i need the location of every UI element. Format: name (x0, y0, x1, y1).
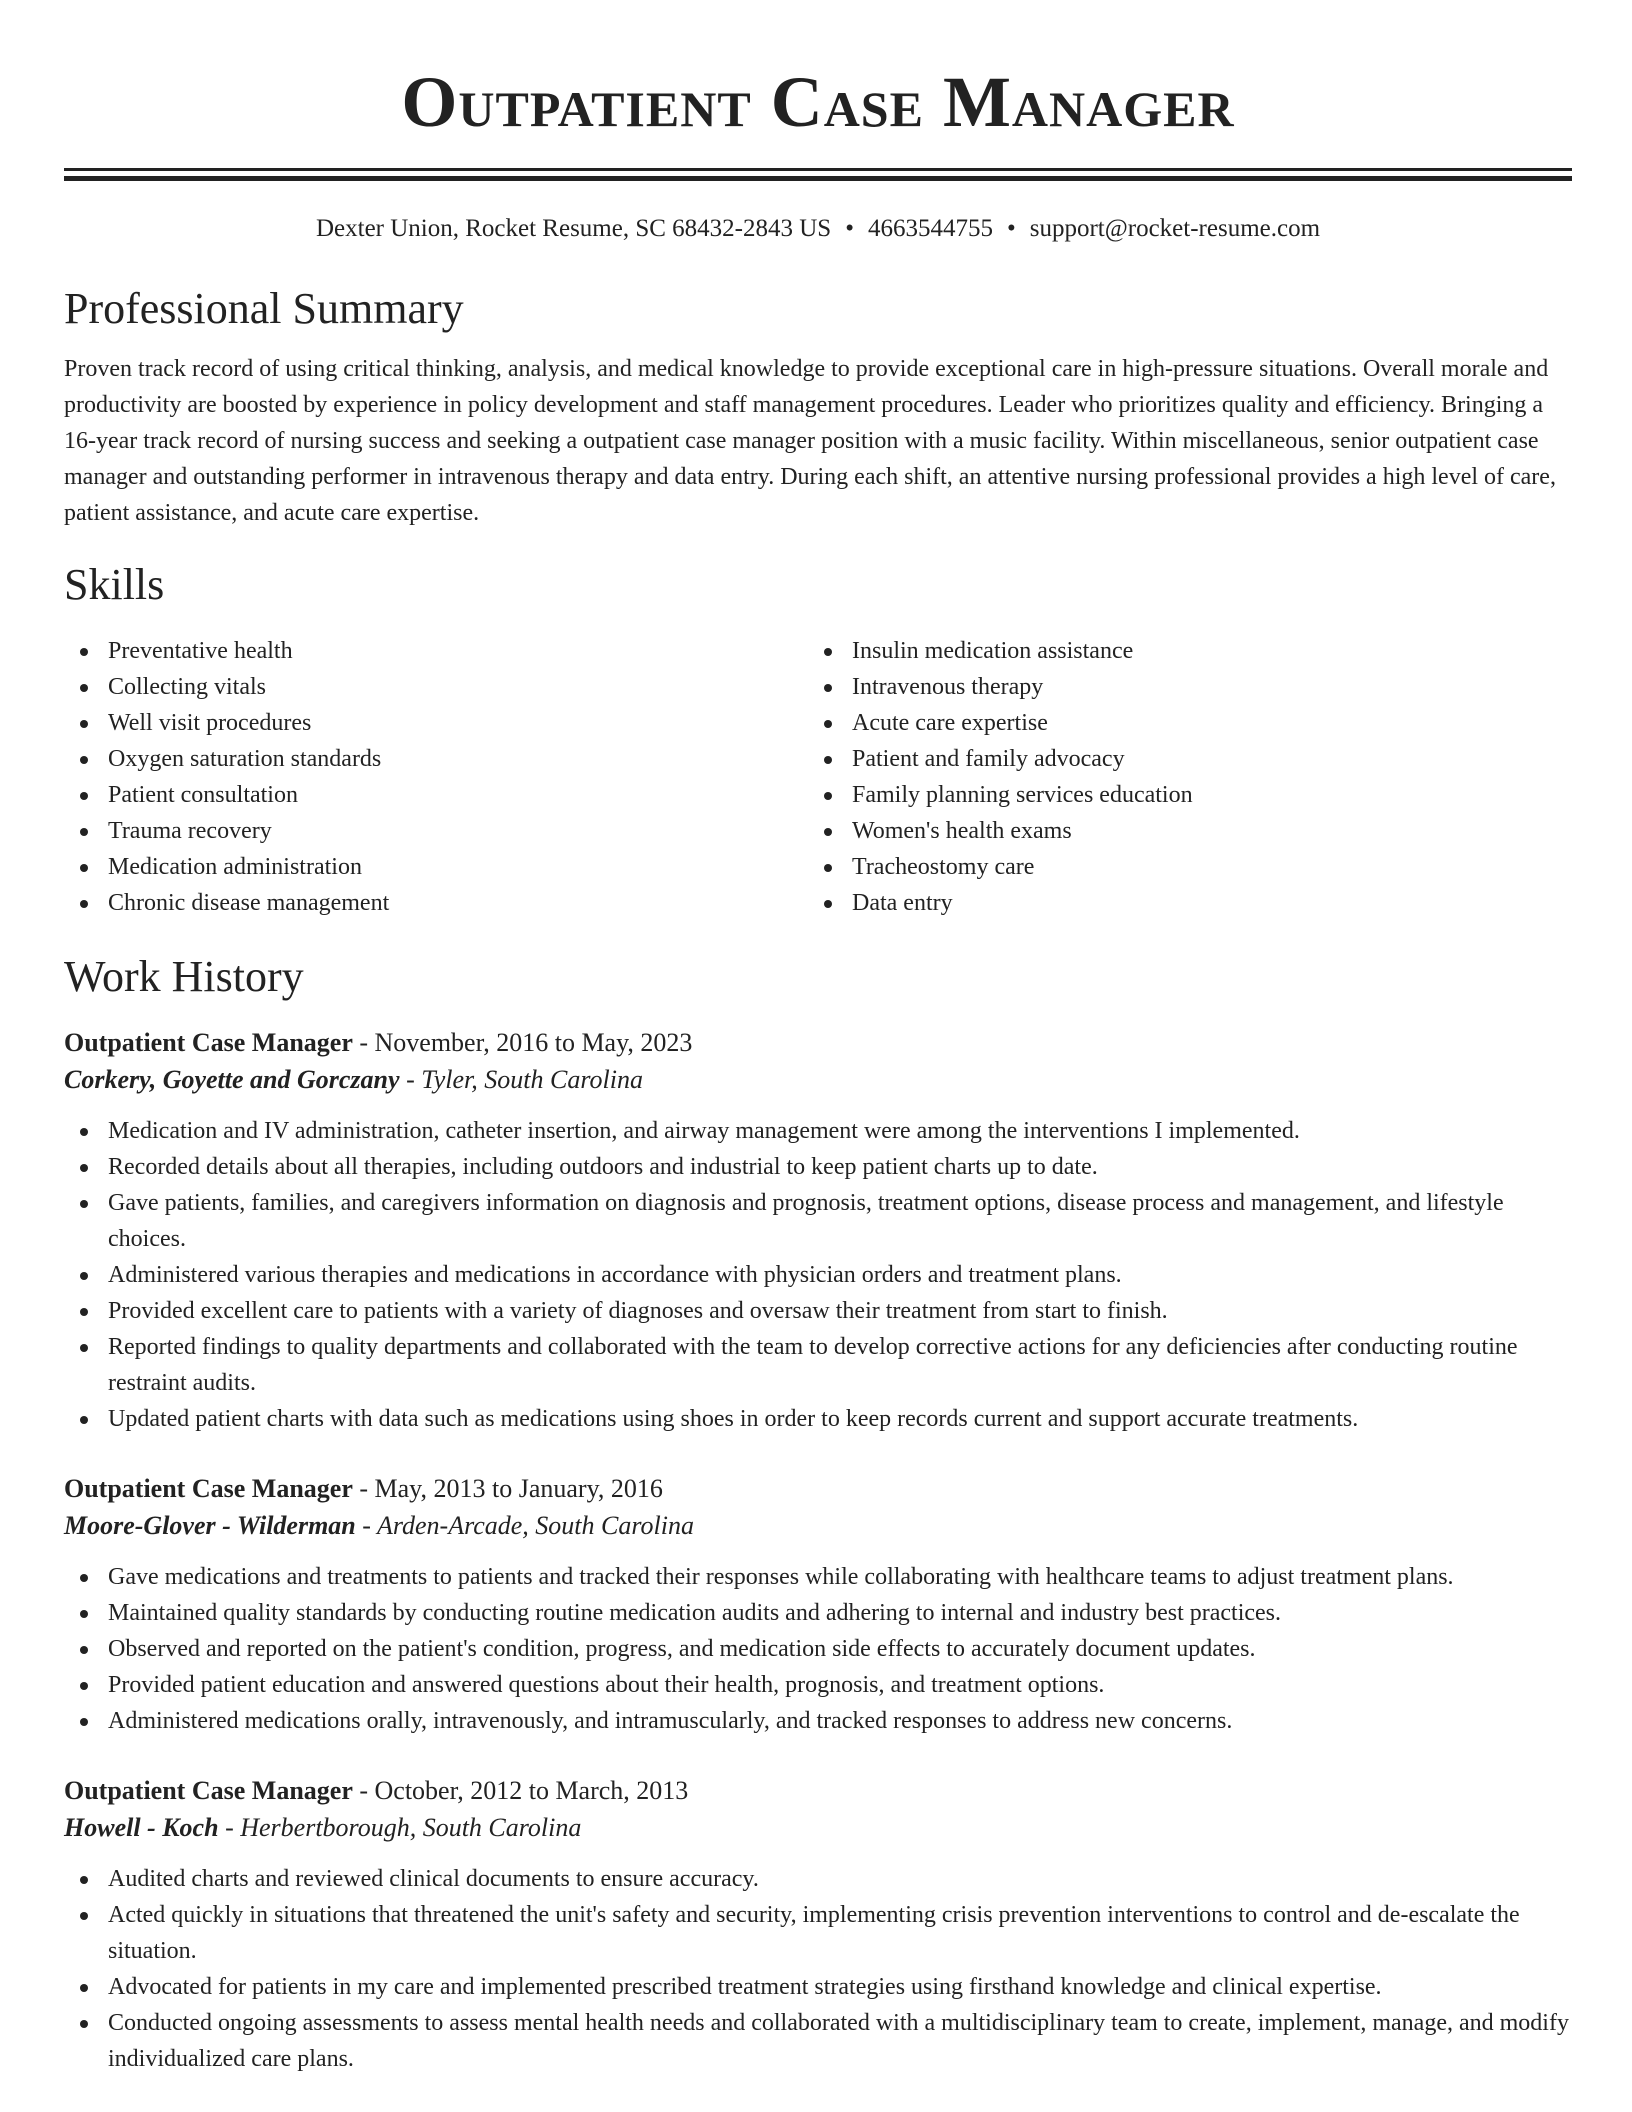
job-dates: - November, 2016 to May, 2023 (352, 1028, 693, 1057)
skill-item: Trauma recovery (64, 813, 808, 849)
job-bullet: Updated patient charts with data such as medications using shoes in order to keep records current and support accurate treatments. (64, 1401, 1572, 1437)
job-title-line (64, 1471, 1572, 1507)
skills-columns (64, 633, 1572, 921)
resume-page (64, 0, 1572, 2077)
skill-item: Medication administration (64, 849, 808, 885)
summary-heading: Professional Summary (64, 284, 464, 333)
contact-separator: • (845, 215, 854, 242)
job-role: Outpatient Case Manager (64, 1474, 353, 1503)
skills-heading: Skills (64, 560, 165, 609)
skill-item: Patient consultation (64, 777, 808, 813)
job-bullet: Administered various therapies and medications in accordance with physician orders and treatment plans. (64, 1257, 1572, 1293)
job-bullet: Reported findings to quality departments and collaborated with the team to develop corrective actions for any deficiencies after conducting routine restraint audits. (64, 1329, 1572, 1401)
job-dates: - May, 2013 to January, 2016 (352, 1474, 663, 1503)
job-entry (64, 1025, 1572, 1437)
summary-text: Proven track record of using critical thinking, analysis, and medical knowledge to provide exceptional care in high-pressure situations. Overall morale and productivity are boosted by experience in policy development and staff management procedures. Leader who prioritizes quality and efficiency. Bringing a 16-year track record of nursing success and seeking a outpatient case manager position with a music facility. Within miscellaneous, senior outpatient case manager and outstanding performer in intravenous therapy and data entry. During each shift, an attentive nursing professional provides a high level of care, patient assistance, and acute care expertise. (64, 356, 1556, 526)
skill-item: Well visit procedures (64, 705, 808, 741)
skill-item: Insulin medication assistance (808, 633, 1552, 669)
skill-item: Chronic disease management (64, 885, 808, 921)
resume-title: Outpatient Case Manager (401, 62, 1235, 142)
job-role: Outpatient Case Manager (64, 1776, 353, 1805)
job-role: Outpatient Case Manager (64, 1028, 353, 1057)
skill-item: Data entry (808, 885, 1552, 921)
work-history-heading: Work History (64, 952, 304, 1001)
job-company: Corkery, Goyette and Gorczany (64, 1065, 400, 1094)
title-rule-thick (64, 176, 1572, 181)
contact-phone: 4663544755 (867, 215, 993, 242)
job-company-line (64, 1507, 1572, 1545)
job-bullet: Recorded details about all therapies, including outdoors and industrial to keep patient charts up to date. (64, 1149, 1572, 1185)
skill-item: Acute care expertise (808, 705, 1552, 741)
job-bullet: Gave medications and treatments to patients and tracked their responses while collaborating with healthcare teams to adjust treatment plans. (64, 1559, 1572, 1595)
job-company: Moore-Glover - Wilderman (64, 1511, 356, 1540)
job-entry (64, 1773, 1572, 2077)
job-bullet: Maintained quality standards by conducting routine medication audits and adhering to internal and industry best practices. (64, 1595, 1572, 1631)
skill-item: Tracheostomy care (808, 849, 1552, 885)
contact-separator: • (1006, 215, 1016, 242)
job-title-line (64, 1025, 1572, 1061)
job-bullet: Gave patients, families, and caregivers information on diagnosis and prognosis, treatment options, disease process and management, and lifestyle choices. (64, 1185, 1572, 1257)
skills-list-left (64, 633, 808, 921)
job-bullet: Observed and reported on the patient's condition, progress, and medication side effects to accurately document updates. (64, 1631, 1572, 1667)
job-bullet: Advocated for patients in my care and implemented prescribed treatment strategies using firsthand knowledge and clinical expertise. (64, 1969, 1572, 2005)
job-bullet: Provided patient education and answered questions about their health, prognosis, and treatment options. (64, 1667, 1572, 1703)
skill-item: Intravenous therapy (808, 669, 1552, 705)
job-bullet: Provided excellent care to patients with a variety of diagnoses and oversaw their treatment from start to finish. (64, 1293, 1572, 1329)
job-bullet: Conducted ongoing assessments to assess mental health needs and collaborated with a multidisciplinary team to create, implement, manage, and modify individualized care plans. (64, 2005, 1572, 2077)
job-location: - Tyler, South Carolina (399, 1065, 643, 1094)
contact-line (64, 213, 1572, 245)
skill-item: Patient and family advocacy (808, 741, 1552, 777)
skill-item: Women's health exams (808, 813, 1552, 849)
job-title-line (64, 1773, 1572, 1809)
skill-item: Oxygen saturation standards (64, 741, 808, 777)
skill-item: Preventative health (64, 633, 808, 669)
job-bullet: Audited charts and reviewed clinical documents to ensure accuracy. (64, 1861, 1572, 1897)
job-bullets (64, 1559, 1572, 1739)
contact-address: Dexter Union, Rocket Resume, SC 68432-2843 US (315, 215, 832, 242)
skill-item: Family planning services education (808, 777, 1552, 813)
job-dates: - October, 2012 to March, 2013 (352, 1776, 689, 1805)
job-entry (64, 1471, 1572, 1739)
job-location: - Herbertborough, South Carolina (218, 1813, 582, 1842)
job-company: Howell - Koch (64, 1813, 219, 1842)
contact-email: support@rocket-resume.com (1029, 215, 1321, 242)
job-bullet: Medication and IV administration, catheter insertion, and airway management were among the interventions I implemented. (64, 1113, 1572, 1149)
title-rule-thin (64, 168, 1572, 171)
job-bullet: Administered medications orally, intravenously, and intramuscularly, and tracked responses to address new concerns. (64, 1703, 1572, 1739)
skills-list-right (808, 633, 1552, 921)
job-bullets (64, 1113, 1572, 1437)
job-location: - Arden-Arcade, South Carolina (355, 1511, 694, 1540)
job-company-line (64, 1809, 1572, 1847)
skill-item: Collecting vitals (64, 669, 808, 705)
job-company-line (64, 1061, 1572, 1099)
job-bullets (64, 1861, 1572, 2077)
job-bullet: Acted quickly in situations that threatened the unit's safety and security, implementing crisis prevention interventions to control and de-escalate the situation. (64, 1897, 1572, 1969)
